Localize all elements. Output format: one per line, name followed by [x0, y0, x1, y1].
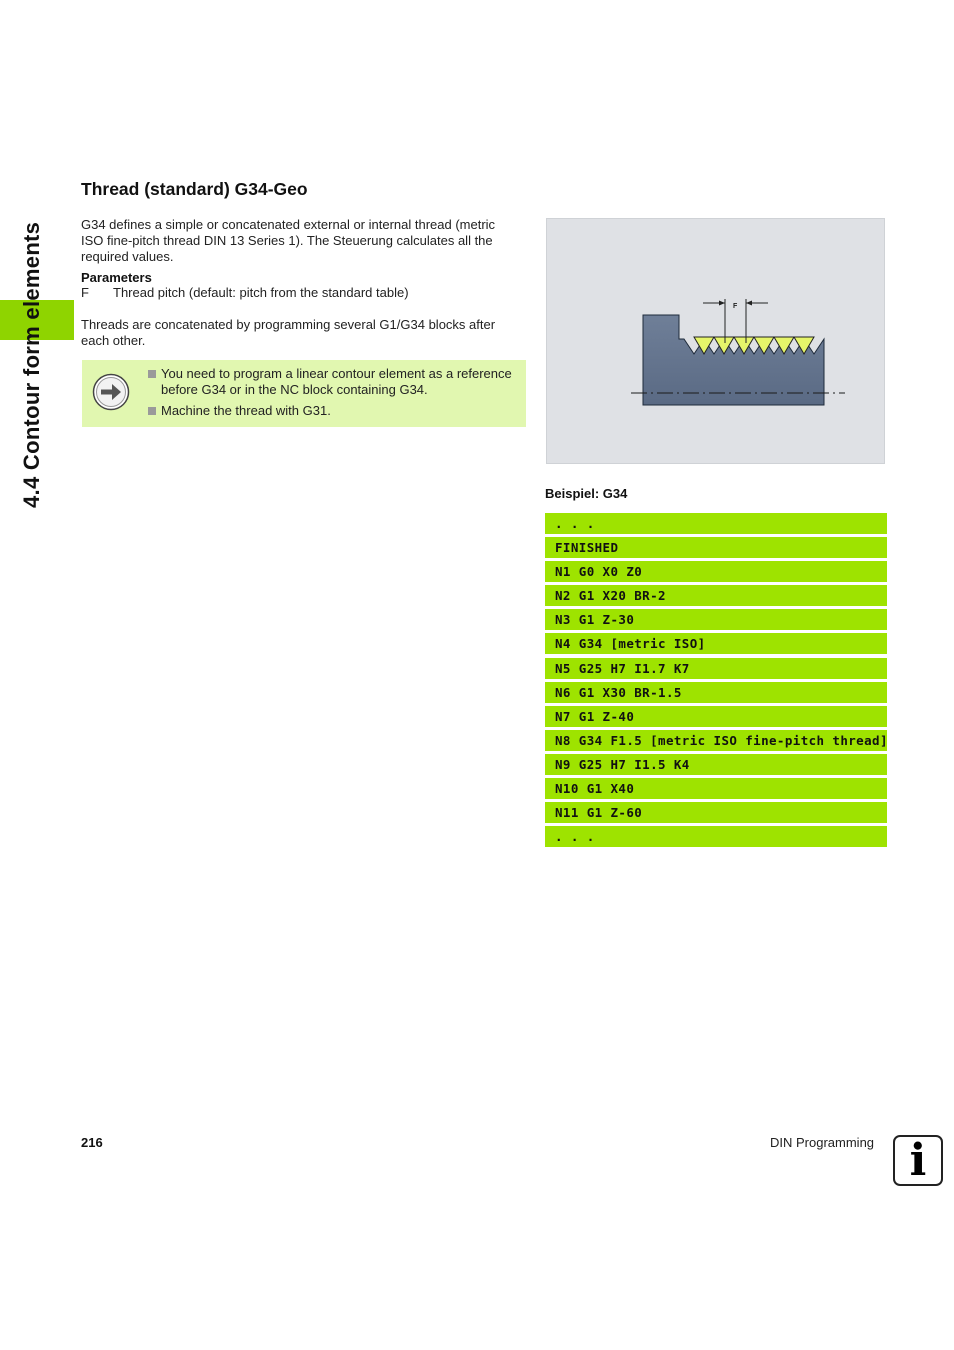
- note-box: [82, 360, 526, 427]
- parameter-key: F: [81, 285, 89, 300]
- code-line: N5 G25 H7 I1.7 K7: [545, 658, 887, 679]
- note-list: [148, 366, 520, 424]
- square-bullet-icon: [148, 407, 156, 415]
- code-line: N4 G34 [metric ISO]: [545, 633, 887, 654]
- code-line: . . .: [545, 826, 887, 847]
- code-line: N6 G1 X30 BR-1.5: [545, 682, 887, 703]
- code-line: N10 G1 X40: [545, 778, 887, 799]
- code-line: N2 G1 X20 BR-2: [545, 585, 887, 606]
- code-line: N8 G34 F1.5 [metric ISO fine-pitch thread]: [545, 730, 887, 751]
- section-heading: Thread (standard) G34-Geo: [81, 179, 308, 199]
- chapter-side-title: 4.4 Contour form elements: [19, 221, 44, 508]
- note-item: You need to program a linear contour element as a reference before G34 or in the NC block containing G34.: [148, 366, 520, 398]
- code-line: N1 G0 X0 Z0: [545, 561, 887, 582]
- note-item: Machine the thread with G31.: [148, 403, 520, 419]
- concatenation-paragraph: Threads are concatenated by programming several G1/G34 blocks after each other.: [81, 317, 496, 348]
- square-bullet-icon: [148, 370, 156, 378]
- parameter-description: Thread pitch (default: pitch from the standard table): [113, 285, 409, 300]
- dimension-label-f: F: [733, 303, 738, 310]
- example-label: Beispiel: G34: [545, 486, 628, 501]
- code-line: FINISHED: [545, 537, 887, 558]
- thread-figure: [546, 218, 885, 464]
- code-line: N3 G1 Z-30: [545, 609, 887, 630]
- intro-paragraph: G34 defines a simple or concatenated external or internal thread (metric ISO fine-pitch thread DIN 13 Series 1). The Steuerung calculates all the required values.: [81, 217, 496, 264]
- page-number: 216: [81, 1135, 103, 1150]
- code-listing: [545, 513, 887, 850]
- code-line: . . .: [545, 513, 887, 534]
- code-line: N9 G25 H7 I1.5 K4: [545, 754, 887, 775]
- parameter-row-f: [81, 285, 409, 300]
- code-line: N11 G1 Z-60: [545, 802, 887, 823]
- footer-title: DIN Programming: [770, 1135, 875, 1150]
- workpiece-body: [643, 315, 824, 405]
- code-line: N7 G1 Z-40: [545, 706, 887, 727]
- arrow-right-circle-icon: [92, 373, 130, 411]
- parameters-label: Parameters: [81, 270, 152, 285]
- thread-diagram: [547, 219, 886, 465]
- info-icon[interactable]: i: [893, 1135, 943, 1186]
